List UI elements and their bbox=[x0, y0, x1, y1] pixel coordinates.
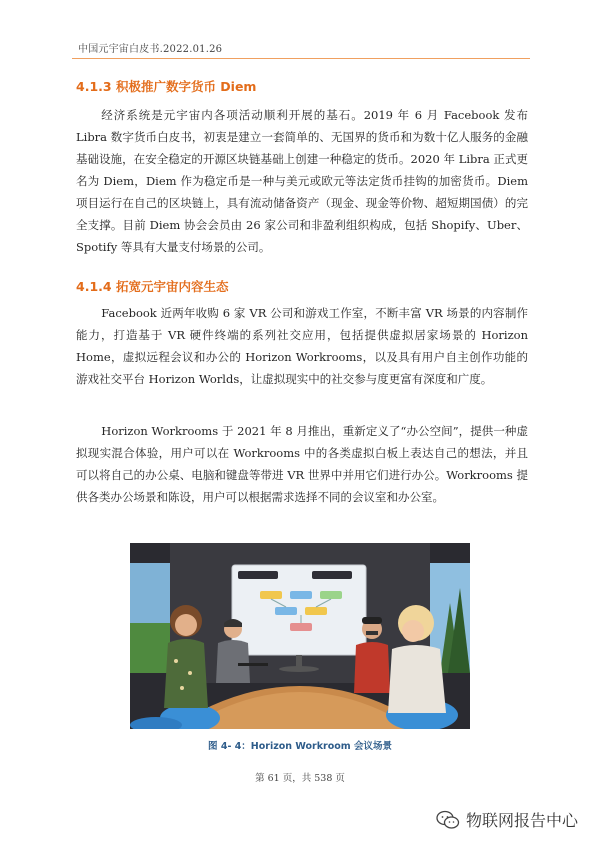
section-4-1-4-paragraph-1: Facebook 近两年收购 6 家 VR 公司和游戏工作室，不断丰富 VR 场景的内容制作能力，打造基于 VR 硬件终端的系列社交应用，包括提供虚拟居家场景的 Horizon Home，虚拟远程会议和办公的 Horizon Workrooms，以及具有用户自主创作功能的游戏社交平台 Horizon Worlds，让虚拟现实中的社交参与度更富有深度和广度。 bbox=[76, 306, 528, 386]
section-title-4-1-3: 4.1.3 积极推广数字货币 Diem bbox=[76, 79, 257, 94]
watermark-text: 物联网报告中心 bbox=[465, 811, 578, 830]
horizon-workroom-image bbox=[130, 543, 470, 729]
section-4-1-4-paragraph-2: Horizon Workrooms 于 2021 年 8 月推出，重新定义了“办公空间”，提供一种虚拟现实混合体验，用户可以在 Workrooms 中的各类虚拟白板上表达自己的想法，并且可以将自己的办公桌、电脑和键盘等带进 VR 世界中并用它们进行办公。Workrooms 提供各类办公场景和陈设，用户可以根据需求选择不同的会议室和办公室。 bbox=[76, 424, 528, 504]
running-header: 中国元宇宙白皮书.2022.01.26 bbox=[78, 44, 223, 55]
header-divider bbox=[72, 58, 530, 59]
section-title-4-1-4: 4.1.4 拓宽元宇宙内容生态 bbox=[76, 279, 229, 294]
wechat-icon bbox=[436, 810, 460, 830]
page-number: 第 61 页，共 538 页 bbox=[255, 773, 345, 784]
section-4-1-3-paragraph: 经济系统是元宇宙内各项活动顺利开展的基石。2019 年 6 月 Facebook 发布 Libra 数字货币白皮书，初衷是建立一套简单的、无国界的货币和为数十亿人服务的金融基础设施，在安全稳定的开源区块链基础上创建一种稳定的货币。2020 年 Libra 正式更名为 Diem，Diem 作为稳定币是一种与美元或欧元等法定货币挂钩的加密货币。Diem 项目运行在自己的区块链上，具有流动储备资产（现金、现金等价物、超短期国债）的完全支撑。目前 Diem 协会会员由 26 家公司和非盈利组织构成，包括 Shopify、Uber、Spotify 等具有大量支付场景的公司。 bbox=[76, 108, 528, 254]
vr-meeting-scene-illustration bbox=[130, 543, 470, 729]
source-watermark bbox=[436, 808, 578, 831]
figure-caption: 图 4- 4：Horizon Workroom 会议场景 bbox=[208, 741, 392, 752]
